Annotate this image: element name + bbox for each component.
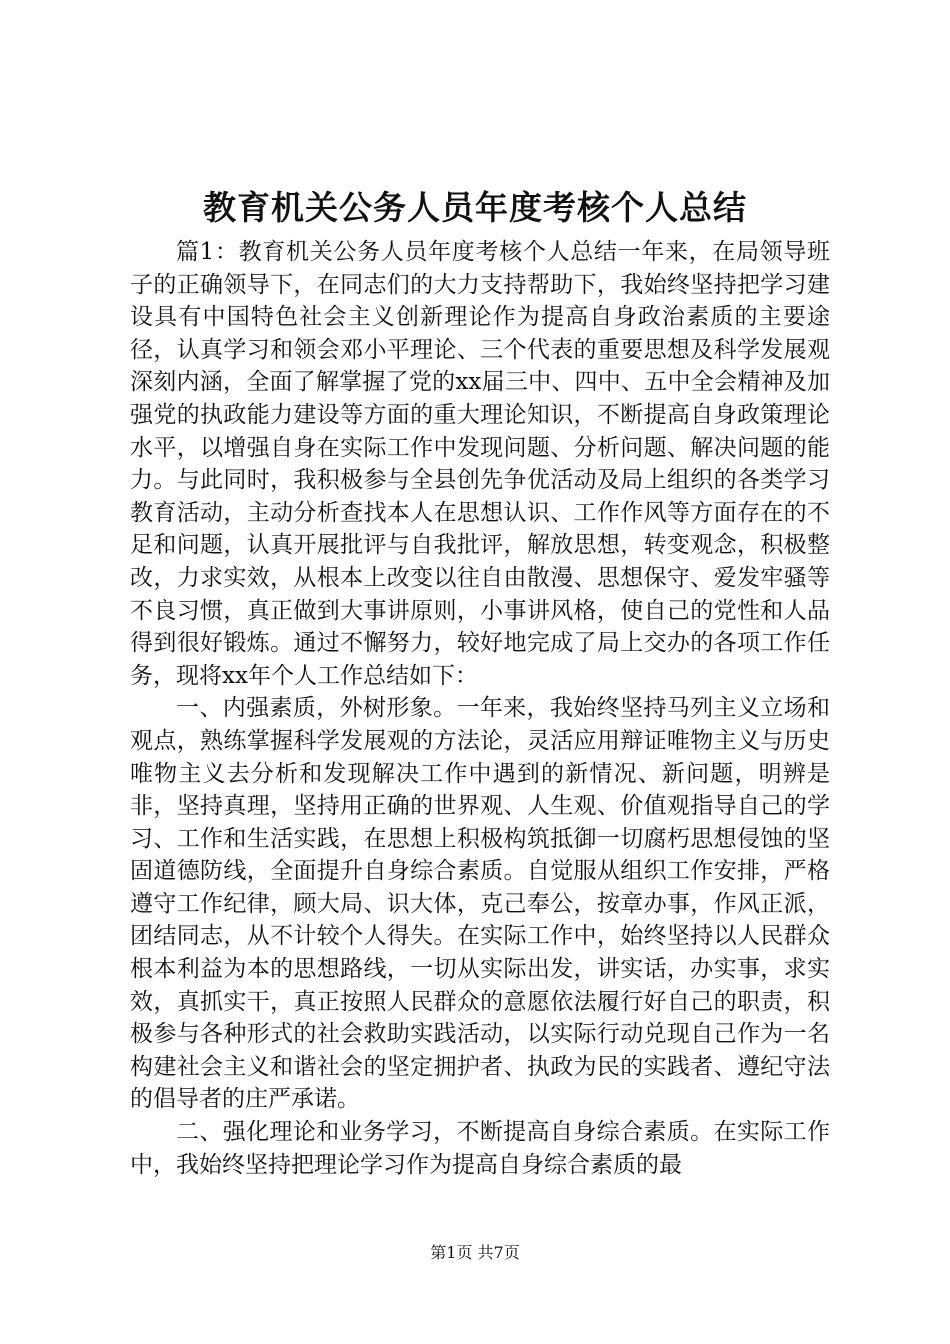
page-number-footer: 第1页 共7页	[430, 1243, 520, 1262]
document-body	[130, 236, 830, 1181]
paragraph-1: 篇1：教育机关公务人员年度考核个人总结一年来，在局领导班子的正确领导下，在同志们的大力支持帮助下，我始终坚持把学习建设具有中国特色社会主义创新理论作为提高自身政治素质的主要途径，认真学习和领会邓小平理论、三个代表的重要思想及科学发展观深刻内涵，全面了解掌握了党的xx届三中、四中、五中全会精神及加强党的执政能力建设等方面的重大理论知识，不断提高自身政策理论水平，以增强自身在实际工作中发现问题、分析问题、解决问题的能力。与此同时，我积极参与全县创先争优活动及局上组织的各类学习教育活动，主动分析查找本人在思想认识、工作作风等方面存在的不足和问题，认真开展批评与自我批评，解放思想，转变观念，积极整改，力求实效，从根本上改变以往自由散漫、思想保守、爱发牢骚等不良习惯，真正做到大事讲原则，小事讲风格，使自己的党性和人品得到很好锻炼。通过不懈努力，较好地完成了局上交办的各项工作任务，现将xx年个人工作总结如下：	[130, 239, 830, 689]
paragraph-3: 二、强化理论和业务学习，不断提高自身综合素质。在实际工作中，我始终坚持把理论学习作为提高自身综合素质的最	[130, 1119, 830, 1178]
paragraph-2: 一、内强素质，外树形象。一年来，我始终坚持马列主义立场和观点，熟练掌握科学发展观的方法论，灵活应用辩证唯物主义与历史唯物主义去分析和发现解决工作中遇到的新情况、新问题，明辨是非，坚持真理，坚持用正确的世界观、人生观、价值观指导自己的学习、工作和生活实践，在思想上积极构筑抵御一切腐朽思想侵蚀的坚固道德防线，全面提升自身综合素质。自觉服从组织工作安排，严格遵守工作纪律，顾大局、识大体，克己奉公，按章办事，作风正派，团结同志，从不计较个人得失。在实际工作中，始终坚持以人民群众根本利益为本的思想路线，一切从实际出发，讲实话，办实事，求实效，真抓实干，真正按照人民群众的意愿依法履行好自己的职责，积极参与各种形式的社会救助实践活动，以实际行动兑现自己作为一名构建社会主义和谐社会的坚定拥护者、执政为民的实践者、遵纪守法的倡导者的庄严承诺。	[130, 695, 830, 1113]
document-title: 教育机关公务人员年度考核个人总结	[203, 188, 747, 227]
